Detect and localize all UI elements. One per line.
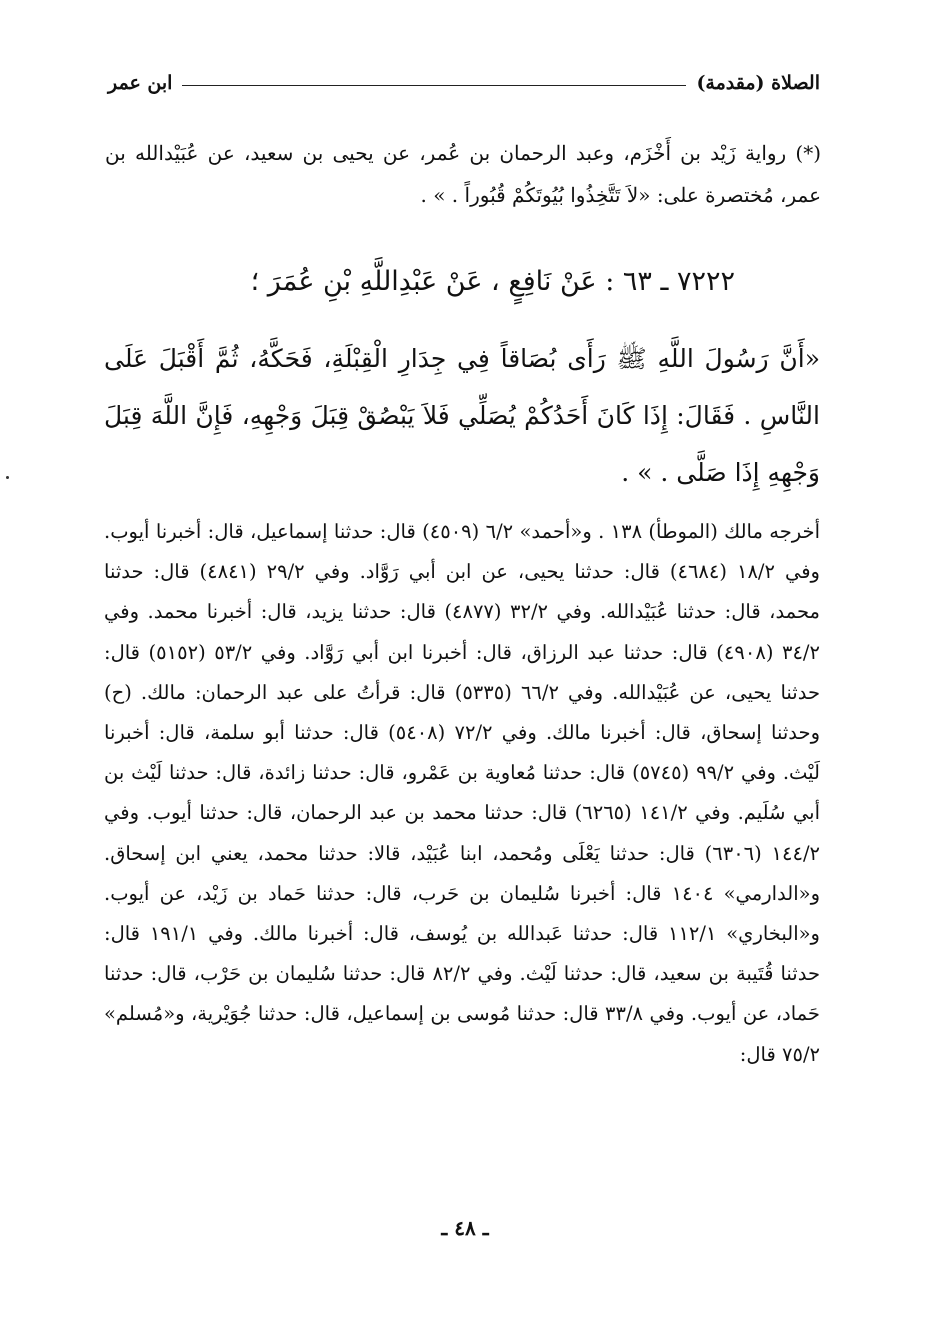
chapter-title: الصلاة (مقدمة): [696, 72, 820, 94]
narrator-title: ابن عمر: [108, 72, 173, 94]
footnote-marker-paragraph: (*) رواية زَيْد بن أَخْزَم، وعبد الرحمان بن عُمر، عن يحيى بن سعيد، عن عُبَيْدالله بن عمر، مُختصرة على: «لاَ تَتَّخِذُوا بُيُوتَكُمْ قُبُوراً . » .: [105, 141, 821, 207]
page-header: [108, 68, 820, 98]
header-rule: [182, 85, 686, 86]
takhrij-paragraph: أخرجه مالك (الموطأ) ١٣٨ . و«أحمد» ٦/٢ (٤٥٠٩) قال: حدثنا إسماعيل، قال: أخبرنا أيوب. وفي ١٨/٢ (٤٦٨٤) قال: حدثنا يحيى، عن ابن أبي رَوَّاد. وفي ٢٩/٢ (٤٨٤١) قال: حدثنا محمد، قال: حدثنا عُبَيْدالله. وفي ٣٢/٢ (٤٨٧٧) قال: حدثنا يزيد، قال: أخبرنا محمد. وفي ٣٤/٢ (٤٩٠٨) قال: حدثنا عبد الرزاق، قال: أخبرنا ابن أبي رَوَّاد. وفي ٥٣/٢ (٥١٥٢) قال: حدثنا يحيى، عن عُبَيْدالله. وفي ٦٦/٢ (٥٣٣٥) قال: قرأتُ على عبد الرحمان: مالك. (ح) وحدثنا إسحاق، قال: أخبرنا مالك. وفي ٧٢/٢ (٥٤٠٨) قال: حدثنا أبو سلمة، قال: أخبرنا لَيْث. وفي ٩٩/٢ (٥٧٤٥) قال: حدثنا مُعاوية بن عَمْرو، قال: حدثنا زائدة، قال: حدثنا لَيْث بن أبي سُلَيم. وفي ١٤١/٢ (٦٢٦٥) قال: حدثنا محمد بن عبد الرحمان، قال: حدثنا أيوب. وفي ١٤٤/٢ (٦٣٠٦) قال: حدثنا يَعْلَى ومُحمد، ابنا عُبَيْد، قالا: حدثنا محمد، يعني ابن إسحاق. و«الدارمي» ١٤٠٤ قال: أخبرنا سُليمان بن حَرب، قال: حدثنا حَماد بن زَيْد، عن أيوب. و«البخاري» ١١٢/١ قال: حدثنا عَبدالله بن يُوسف، قال: أخبرنا مالك. وفي ١٩١/١ قال: حدثنا قُتَيبة بن سعيد، قال: حدثنا لَيْث. وفي ٨٢/٢ قال: حدثنا سُليمان بن حَرْب، قال: حدثنا حَماد، عن أيوب. وفي ٣٣/٨ قال: حدثنا مُوسى بن إسماعيل، قال: حدثنا جُوَيْرية، و«مُسلم» ٧٥/٢ قال:: [104, 520, 821, 1066]
hadith-text: «أَنَّ رَسُولَ اللَّهِ ﷺ رَأَى بُصَاقاً فِي جِدَارِ الْقِبْلَةِ، فَحَكَّهُ، ثُمَّ أَقْبَلَ عَلَى النَّاسِ . فَقَالَ: إِذَا كَانَ أَحَدُكُمْ يُصَلِّي فَلاَ يَبْصُقْ قِبَلَ وَجْهِهِ، فَإِنَّ اللَّهَ قِبَلَ وَجْهِهِ إِذَا صَلَّى . » .: [104, 344, 820, 487]
page-number: ـ ٤٨ ـ: [441, 1216, 489, 1240]
hadith-heading: ٧٢٢٢ ـ ٦٣ : عَنْ نَافِعٍ ، عَنْ عَبْدِاللَّهِ بْنِ عُمَرَ ؛: [250, 266, 735, 297]
scan-speck: [6, 476, 9, 479]
